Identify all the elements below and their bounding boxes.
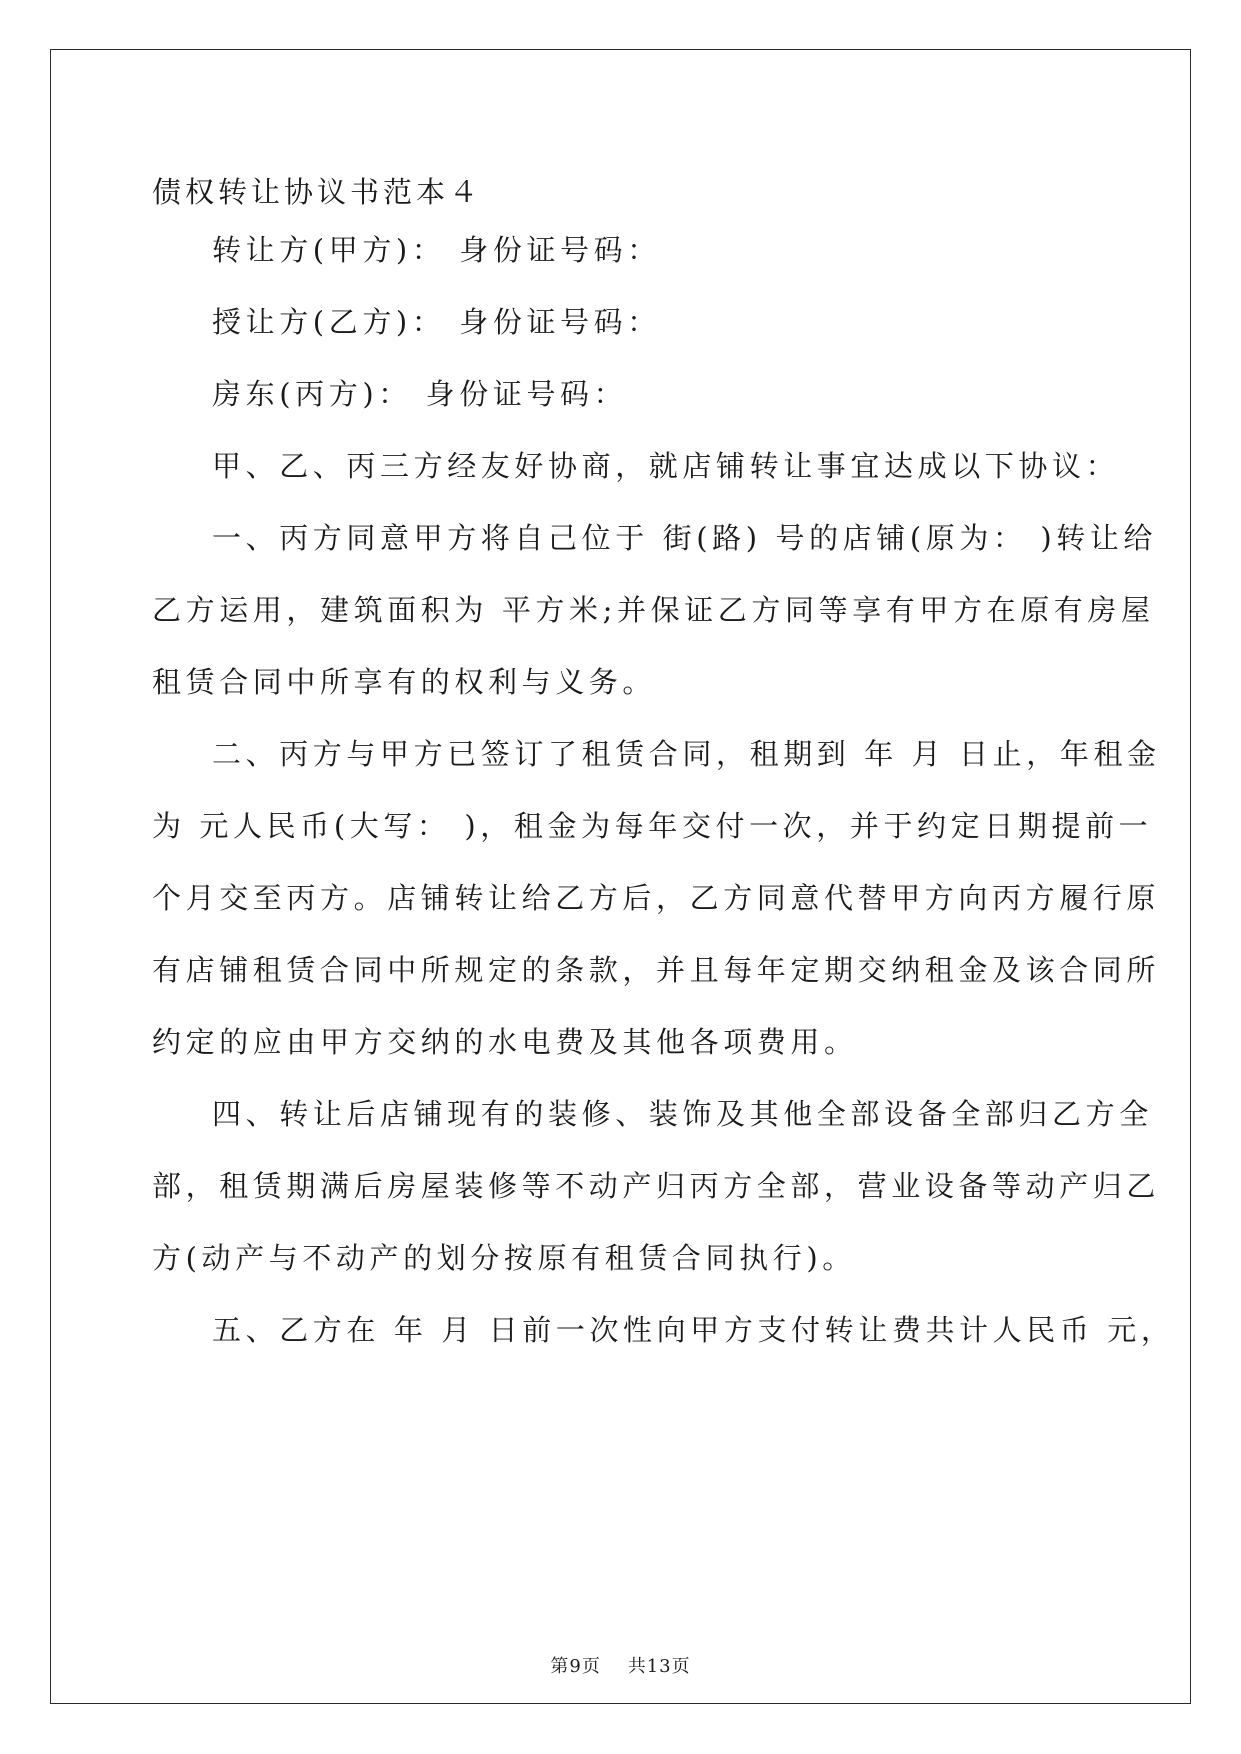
page-number: 第9页 — [550, 1656, 601, 1677]
clause-2-line-3: 个月交至丙方。店铺转让给乙方后，乙方同意代替甲方向丙方履行原 — [152, 881, 1161, 915]
clause-2-line-2: 为 元人民币(大写： )，租金为每年交付一次，并于约定日期提前一 — [152, 809, 1153, 843]
clause-2-line-1: 二、丙方与甲方已签订了租赁合同，租期到 年 月 日止，年租金 — [212, 737, 1161, 771]
clause-4-line-1: 四、转让后店铺现有的装修、装饰及其他全部设备全部归乙方全 — [212, 1097, 1153, 1131]
clause-1-line-1: 一、丙方同意甲方将自己位于 街(路) 号的店铺(原为： )转让给 — [212, 521, 1158, 555]
clause-2-line-5: 约定的应由甲方交纳的水电费及其他各项费用。 — [152, 1025, 858, 1059]
party-c-line: 房东(丙方)： 身份证号码： — [212, 377, 628, 411]
clause-4-line-2: 部，租赁期满后房屋装修等不动产归丙方全部，营业设备等动产归乙 — [152, 1169, 1161, 1203]
page-footer — [0, 1652, 1241, 1678]
page-total: 共13页 — [627, 1656, 691, 1677]
agreement-intro: 甲、乙、丙三方经友好协商，就店铺转让事宜达成以下协议： — [212, 449, 1120, 483]
clause-4-line-3: 方(动产与不动产的划分按原有租赁合同执行)。 — [152, 1241, 856, 1275]
document-title: 债权转让协议书范本４ — [152, 175, 483, 209]
clause-2-line-4: 有店铺租赁合同中所规定的条款，并且每年定期交纳租金及该合同所 — [152, 953, 1161, 987]
clause-1-line-3: 租赁合同中所享有的权利与义务。 — [152, 665, 657, 699]
clause-5-line-1: 五、乙方在 年 月 日前一次性向甲方支付转让费共计人民币 元， — [212, 1313, 1175, 1347]
clause-1-line-2: 乙方运用，建筑面积为 平方米;并保证乙方同等享有甲方在原有房屋 — [152, 593, 1155, 627]
party-b-line: 授让方(乙方)： 身份证号码： — [212, 305, 661, 339]
party-a-line: 转让方(甲方)： 身份证号码： — [212, 233, 661, 267]
